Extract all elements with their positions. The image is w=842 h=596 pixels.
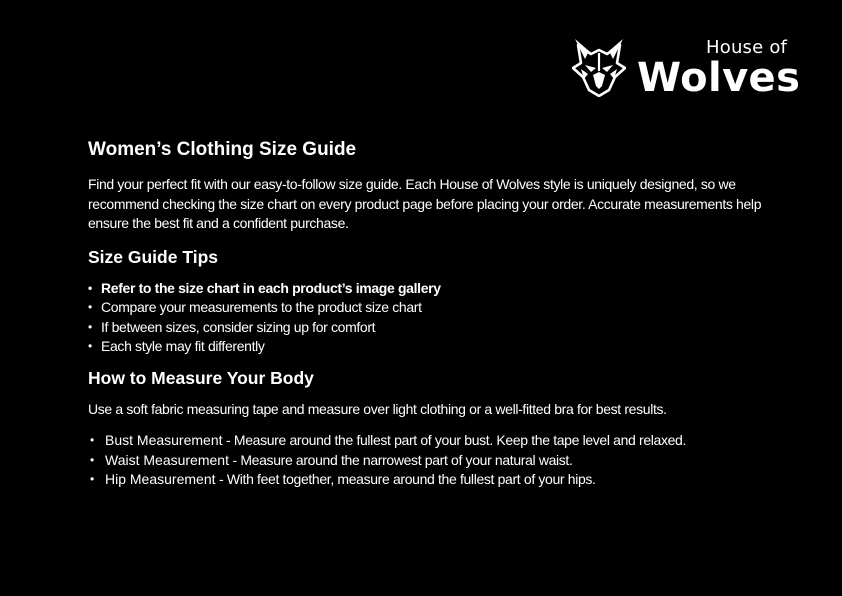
brand-name-line1: House of <box>706 37 788 58</box>
list-item: • Bust Measurement - Measure around the fullest part of your bust. Keep the tape level and relaxed. <box>88 431 708 451</box>
measurement-name: Bust Measurement <box>105 432 223 448</box>
tips-list <box>88 279 788 357</box>
size-guide-content <box>88 138 788 490</box>
measurement-text: With feet together, measure around the fullest part of your hips. <box>226 471 596 487</box>
measurement-name: Hip Measurement <box>105 471 216 487</box>
intro-paragraph: Find your perfect fit with our easy-to-follow size guide. Each House of Wolves style is uniquely designed, so we recommend checking the size chart on every product page before placing your order. Accurate measurements help ensure the best fit and a confident purchase. <box>88 176 762 231</box>
measurement-name: Waist Measurement <box>105 451 229 468</box>
list-item: • If between sizes, consider sizing up for comfort <box>88 318 788 338</box>
list-item: • Hip Measurement - With feet together, measure around the fullest part of your hips. <box>88 470 708 490</box>
measure-intro: Use a soft fabric measuring tape and measure over light clothing or a well-fitted bra for best results. <box>88 400 667 417</box>
brand-name-line2: Wolves <box>637 55 801 101</box>
tips-heading: Size Guide Tips <box>88 246 218 267</box>
list-item: • Waist Measurement - Measure around the narrowest part of your natural waist. <box>88 451 708 471</box>
measurement-text: Measure around the narrowest part of your natural waist. <box>240 451 573 468</box>
wolf-head-icon <box>572 37 626 97</box>
list-item: • Each style may fit differently <box>88 337 788 357</box>
list-item: • Refer to the size chart in each product’s image gallery <box>88 279 788 299</box>
list-item: • Compare your measurements to the product size chart <box>88 298 788 318</box>
measure-heading: How to Measure Your Body <box>88 367 314 388</box>
measurement-text: Measure around the fullest part of your bust. Keep the tape level and relaxed. <box>233 432 687 448</box>
measurement-list <box>88 431 708 490</box>
brand-logo <box>570 36 801 101</box>
page-title: Women’s Clothing Size Guide <box>88 139 357 160</box>
